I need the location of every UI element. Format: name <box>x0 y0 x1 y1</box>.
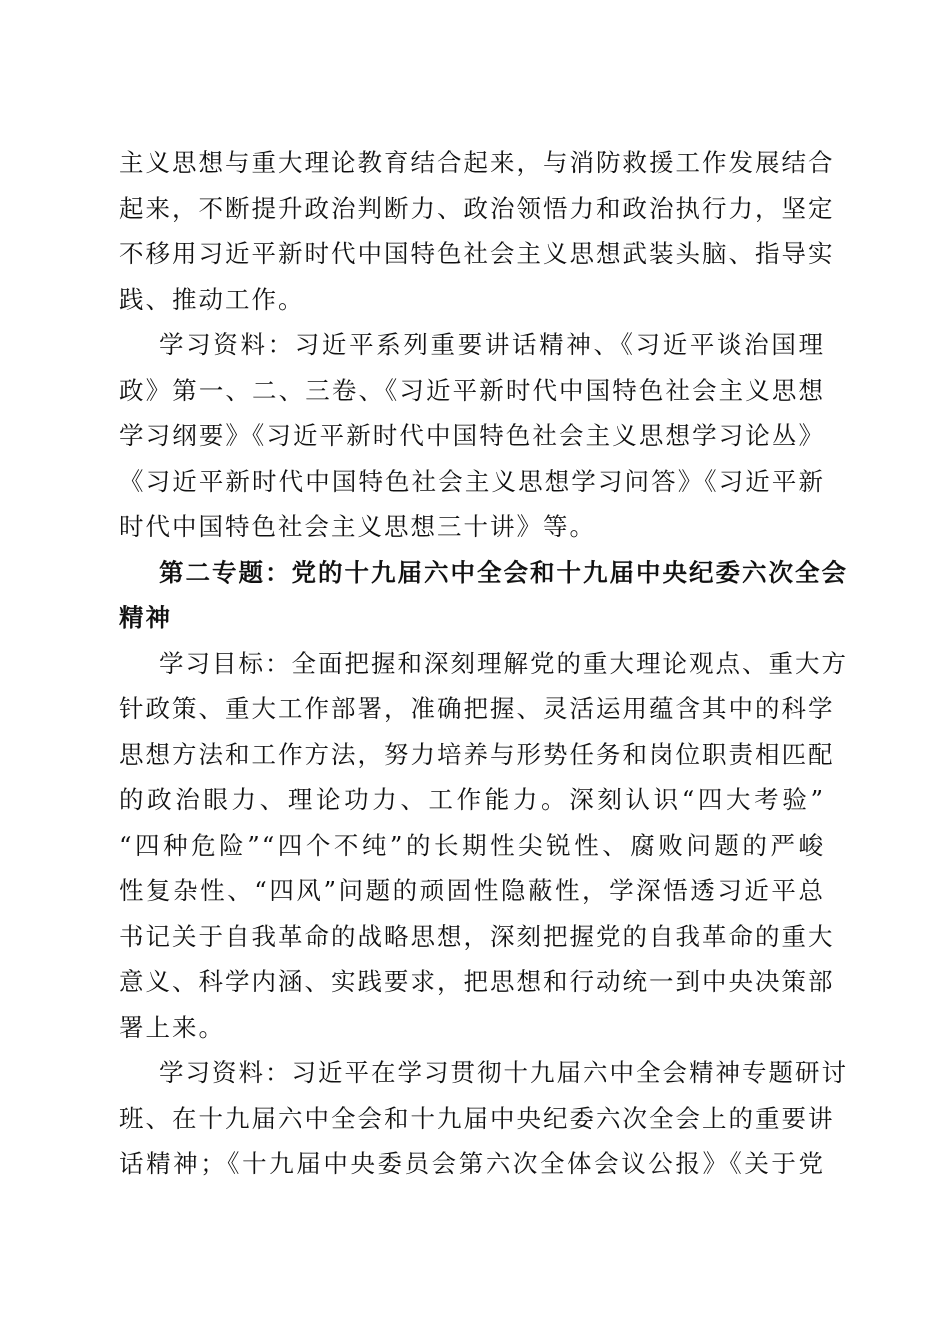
paragraph-1-line-3: 不移用习近平新时代中国特色社会主义思想武装头脑、指导实 <box>119 239 835 268</box>
paragraph-4-line-7: 书记关于自我革命的战略思想，深刻把握党的自我革命的重大 <box>119 921 835 951</box>
document-body <box>119 140 848 1187</box>
paragraph-5-line-2: 班、在十九届六中全会和十九届中央纪委六次全会上的重要讲 <box>119 1103 835 1133</box>
paragraph-4-line-9: 署上来。 <box>119 1012 225 1042</box>
paragraph-2-line-5: 时代中国特色社会主义思想三十讲》等。 <box>119 512 596 541</box>
section-heading-line-1: 第二专题：党的十九届六中全会和十九届中央纪委六次全会 <box>159 557 848 587</box>
paragraph-2-line-3: 学习纲要》《习近平新时代中国特色社会主义思想学习论丛》 <box>119 421 825 450</box>
paragraph-4-line-5: “四种危险”“四个不纯”的长期性尖锐性、腐败问题的严峻 <box>119 830 825 860</box>
paragraph-5-line-1: 学习资料：习近平在学习贯彻十九届六中全会精神专题研讨 <box>159 1058 848 1087</box>
paragraph-2-line-1: 学习资料：习近平系列重要讲话精神、《习近平谈治国理 <box>159 330 825 359</box>
section-heading-line-2: 精神 <box>119 603 172 632</box>
paragraph-4-line-3: 思想方法和工作方法，努力培养与形势任务和岗位职责相匹配 <box>119 739 835 769</box>
paragraph-1-line-2: 起来，不断提升政治判断力、政治领悟力和政治执行力，坚定 <box>119 193 835 223</box>
paragraph-1-line-4: 践、推动工作。 <box>119 284 305 314</box>
paragraph-4-line-2: 针政策、重大工作部署，准确把握、灵活运用蕴含其中的科学 <box>119 694 835 723</box>
paragraph-5-line-3: 话精神；《十九届中央委员会第六次全体会议公报》《关于党 <box>119 1149 825 1178</box>
paragraph-1-line-1: 主义思想与重大理论教育结合起来，与消防救援工作发展结合 <box>119 148 835 177</box>
paragraph-4-line-8: 意义、科学内涵、实践要求，把思想和行动统一到中央决策部 <box>119 967 835 996</box>
paragraph-2-line-4: 《习近平新时代中国特色社会主义思想学习问答》《习近平新 <box>119 466 825 496</box>
paragraph-2-line-2: 政》第一、二、三卷、《习近平新时代中国特色社会主义思想 <box>119 375 825 405</box>
paragraph-4-line-6: 性复杂性、“四风”问题的顽固性隐蔽性，学深悟透习近平总 <box>119 876 825 905</box>
paragraph-4-line-1: 学习目标：全面把握和深刻理解党的重大理论观点、重大方 <box>159 648 848 678</box>
paragraph-4-line-4: 的政治眼力、理论功力、工作能力。深刻认识“四大考验” <box>119 785 825 814</box>
